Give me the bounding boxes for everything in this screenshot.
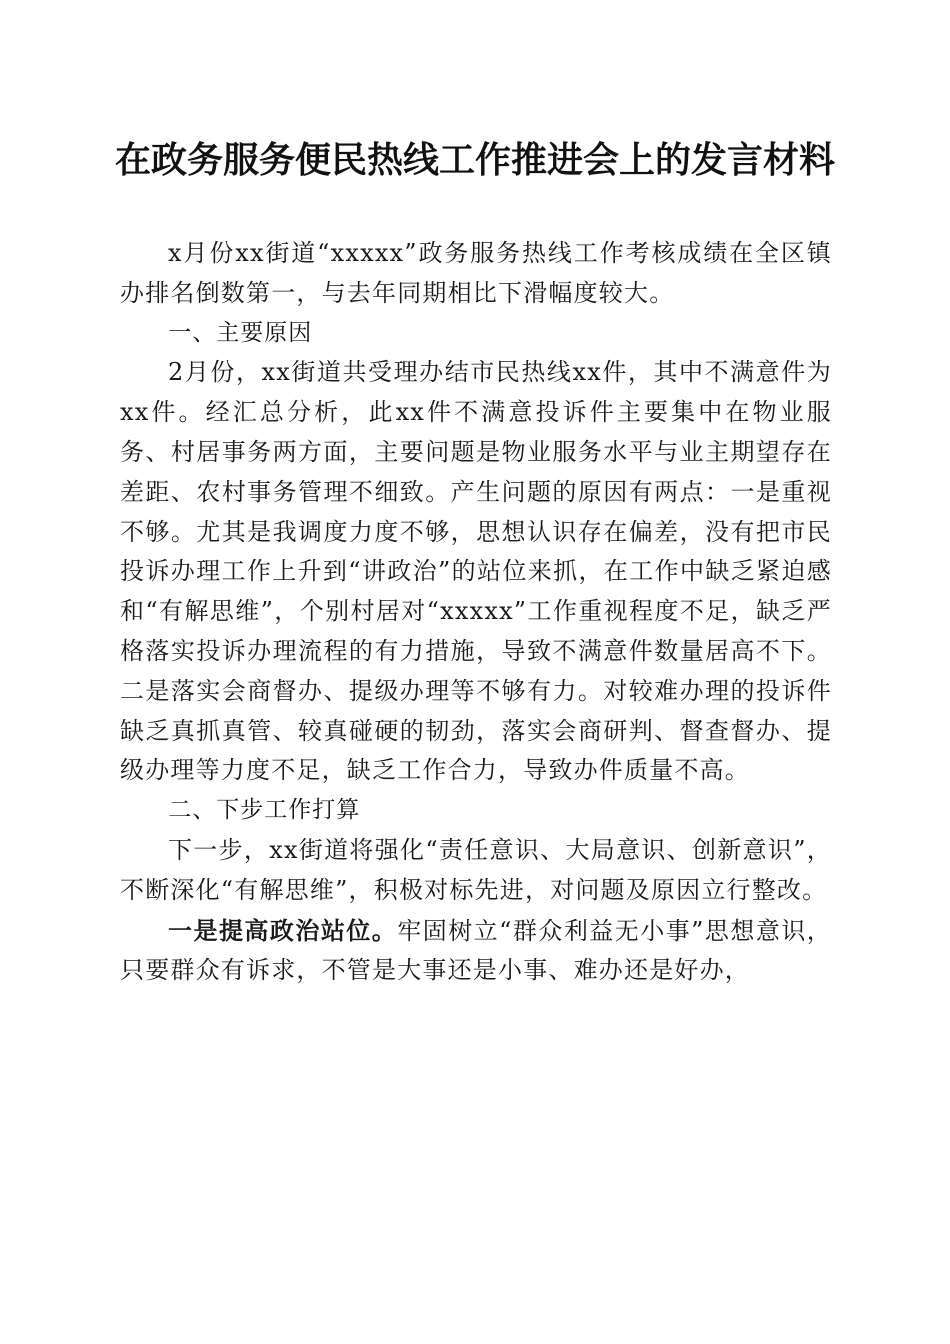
- document-body: [120, 234, 832, 991]
- point-one-body: 牢固树立“群众利益无小事”思想意识，只要群众有诉求，不管是大事还是小事、难办还是好办，: [120, 916, 832, 985]
- intro-paragraph: x月份xx街道“xxxxx”政务服务热线工作考核成绩在全区镇办排名倒数第一，与去年同期相比下滑幅度较大。: [120, 239, 832, 307]
- point-one-lead: 一是提高政治站位。: [168, 915, 398, 945]
- next-steps-paragraph: 下一步，xx街道将强化“责任意识、大局意识、创新意识”，不断深化“有解思维”，积极对标先进，对问题及原因立行整改。: [120, 835, 832, 904]
- document-title: 在政务服务便民热线工作推进会上的发言材料: [114, 139, 835, 181]
- point-one-paragraph: [120, 911, 832, 992]
- section-heading-reasons: 一、主要原因: [168, 319, 313, 346]
- reasons-paragraph: 2月份，xx街道共受理办结市民热线xx件，其中不满意件为xx件。经汇总分析，此xx件不满意投诉件主要集中在物业服务、村居事务两方面，主要问题是物业服务水平与业主期望存在差距、农村事务管理不细致。产生问题的原因有两点：一是重视不够。尤其是我调度力度不够，思想认识存在偏差，没有把市民投诉办理工作上升到“讲政治”的站位来抓，在工作中缺乏紧迫感和“有解思维”，个别村居对“xxxxx”工作重视程度不足，缺乏严格落实投诉办理流程的有力措施，导致不满意件数量居高不下。二是落实会商督办、提级办理等不够有力。对较难办理的投诉件缺乏真抓真管、较真碰硬的韧劲，落实会商研判、督查督办、提级办理等力度不足，缺乏工作合力，导致办件质量不高。: [120, 358, 832, 785]
- section-heading-next-steps: 二、下步工作打算: [168, 797, 361, 824]
